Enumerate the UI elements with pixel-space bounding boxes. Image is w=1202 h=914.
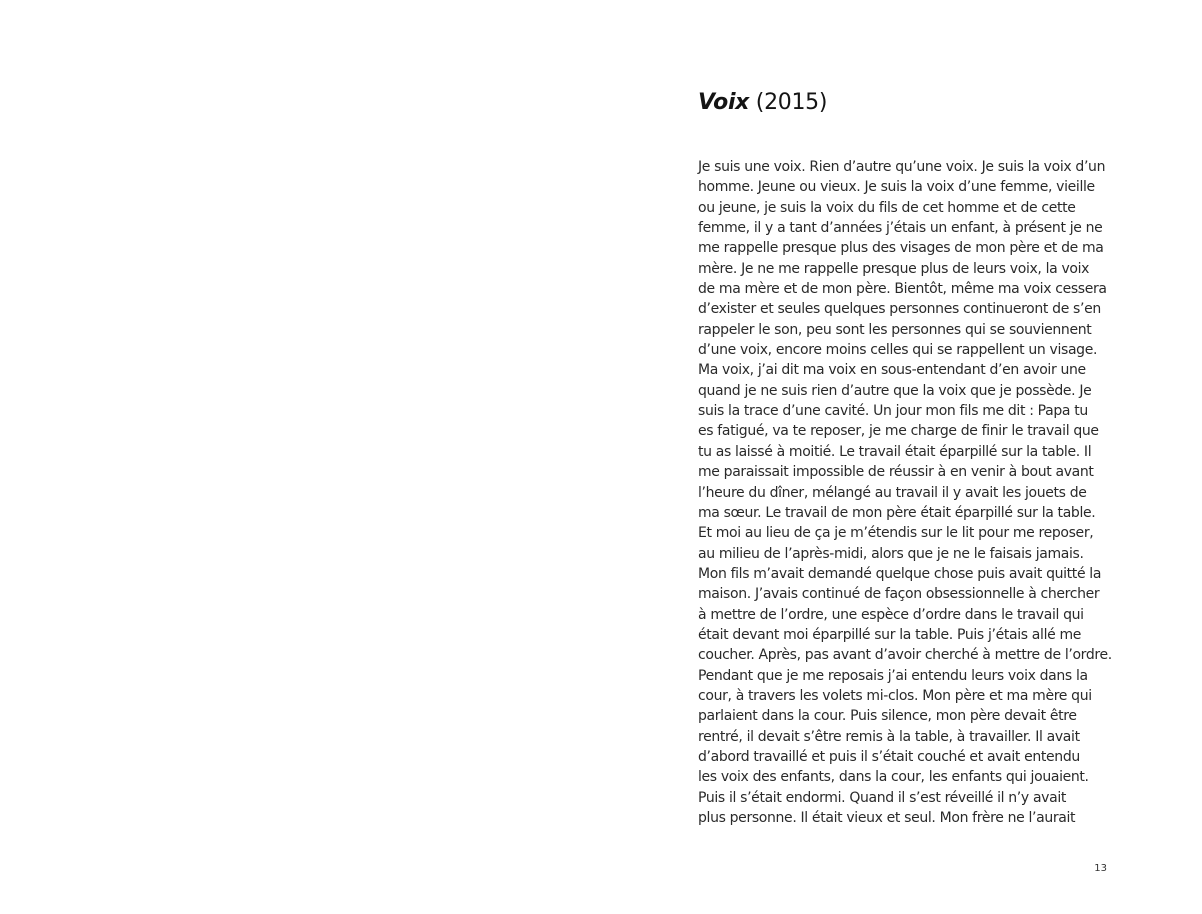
text-line: Puis il s’était endormi. Quand il s’est réveillé il n’y avait bbox=[698, 789, 1067, 806]
text-line: rappeler le son, peu sont les personnes qui se souviennent bbox=[698, 321, 1092, 338]
text-line: l’heure du dîner, mélangé au travail il y avait les jouets de bbox=[698, 484, 1087, 501]
text-line: d’exister et seules quelques personnes continueront de s’en bbox=[698, 301, 1101, 318]
right-page bbox=[601, 0, 1202, 914]
text-line: au milieu de l’après-midi, alors que je ne le faisais jamais. bbox=[698, 545, 1084, 562]
text-line: homme. Jeune ou vieux. Je suis la voix d’une femme, vieille bbox=[698, 179, 1095, 196]
chapter-year: (2015) bbox=[755, 90, 828, 115]
text-line: les voix des enfants, dans la cour, les enfants qui jouaient. bbox=[698, 769, 1089, 786]
text-line: plus personne. Il était vieux et seul. Mon frère ne l’aurait bbox=[698, 810, 1076, 826]
text-line: me paraissait impossible de réussir à en venir à bout avant bbox=[698, 464, 1094, 481]
text-line: Mon fils m’avait demandé quelque chose puis avait quitté la bbox=[698, 565, 1102, 582]
text-line: Pendant que je me reposais j’ai entendu leurs voix dans la bbox=[698, 667, 1088, 684]
text-line: Je suis une voix. Rien d’autre qu’une voix. Je suis la voix d’un bbox=[698, 159, 1106, 175]
text-line: d’abord travaillé et puis il s’était couché et avait entendu bbox=[698, 748, 1080, 765]
page-number: 13 bbox=[1094, 863, 1107, 874]
chapter-title: Voix bbox=[698, 90, 750, 115]
text-line: me rappelle presque plus des visages de mon père et de ma bbox=[698, 240, 1104, 257]
text-line: suis la trace d’une cavité. Un jour mon fils me dit : Papa tu bbox=[698, 403, 1088, 420]
text-line: d’une voix, encore moins celles qui se rappellent un visage. bbox=[698, 342, 1098, 359]
text-line: parlaient dans la cour. Puis silence, mon père devait être bbox=[698, 708, 1077, 725]
text-line: était devant moi éparpillé sur la table. Puis j’étais allé me bbox=[698, 626, 1082, 643]
text-line: rentré, il devait s’être remis à la table, à travailler. Il avait bbox=[698, 728, 1080, 745]
text-line: maison. J’avais continué de façon obsessionnelle à chercher bbox=[698, 586, 1100, 603]
text-line: de ma mère et de mon père. Bientôt, même ma voix cessera bbox=[698, 281, 1107, 298]
text-line: es fatigué, va te reposer, je me charge de finir le travail que bbox=[698, 423, 1099, 440]
text-line: cour, à travers les volets mi-clos. Mon père et ma mère qui bbox=[698, 687, 1092, 704]
body-text bbox=[698, 157, 1118, 828]
text-line: tu as laissé à moitié. Le travail était éparpillé sur la table. Il bbox=[698, 443, 1092, 460]
text-line: ma sœur. Le travail de mon père était éparpillé sur la table. bbox=[698, 504, 1096, 521]
text-line: mère. Je ne me rappelle presque plus de leurs voix, la voix bbox=[698, 260, 1090, 277]
text-line: quand je ne suis rien d’autre que la voix que je possède. Je bbox=[698, 382, 1092, 399]
text-line: à mettre de l’ordre, une espèce d’ordre dans le travail qui bbox=[698, 606, 1084, 623]
text-line: Ma voix, j’ai dit ma voix en sous-entendant d’en avoir une bbox=[698, 362, 1086, 379]
text-line: Et moi au lieu de ça je m’étendis sur le lit pour me reposer, bbox=[698, 525, 1094, 542]
text-line: ou jeune, je suis la voix du fils de cet homme et de cette bbox=[698, 199, 1076, 216]
text-line: femme, il y a tant d’années j’étais un enfant, à présent je ne bbox=[698, 220, 1103, 237]
chapter-heading bbox=[698, 86, 827, 120]
text-line: coucher. Après, pas avant d’avoir cherché à mettre de l’ordre. bbox=[698, 647, 1112, 664]
